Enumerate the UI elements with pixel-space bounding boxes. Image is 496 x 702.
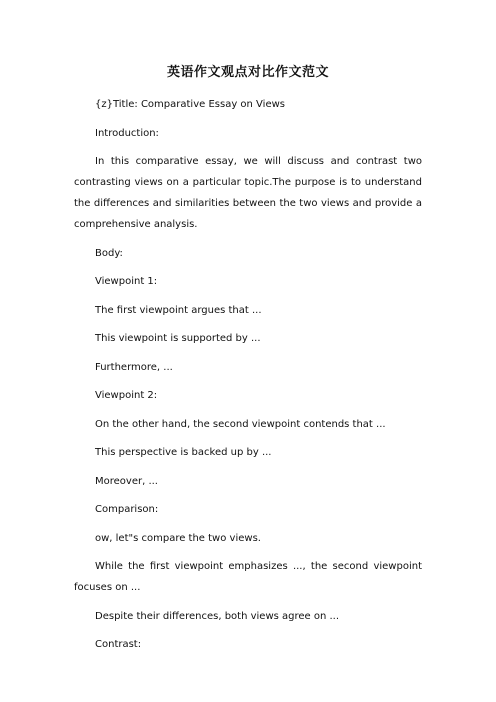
document-title: 英语作文观点对比作文范文 [166, 65, 329, 80]
paragraph-viewpoint-2-argument: On the other hand, the second viewpoint contends that ... [95, 418, 386, 430]
paragraph-comparison-emphasis: While the first viewpoint emphasizes ..., the second viewpoint focuses on ... [74, 561, 422, 593]
paragraph-comparison-intro: ow, let"s compare the two views. [95, 532, 261, 544]
paragraph-viewpoint-2-moreover: Moreover, ... [95, 475, 158, 487]
paragraph-contrast-heading: Contrast: [95, 639, 142, 650]
paragraph-comparison-heading: Comparison: [95, 504, 159, 515]
paragraph-viewpoint-2-support: This perspective is backed up by ... [95, 447, 272, 458]
paragraph-comparison-agreement: Despite their differences, both views agree on ... [95, 610, 340, 622]
paragraph-body-heading: Body: [95, 247, 123, 259]
paragraph-viewpoint-1-heading: Viewpoint 1: [95, 276, 158, 287]
document-body [74, 94, 422, 663]
paragraph-viewpoint-1-furthermore: Furthermore, ... [95, 361, 173, 373]
paragraph-viewpoint-1-support: This viewpoint is supported by ... [95, 333, 261, 344]
paragraph-viewpoint-2-heading: Viewpoint 2: [95, 390, 158, 401]
paragraph-viewpoint-1-argument: The first viewpoint argues that ... [95, 304, 262, 316]
paragraph-introduction-heading: Introduction: [95, 127, 159, 139]
paragraph-title-line: {z}Title: Comparative Essay on Views [95, 99, 285, 110]
paragraph-introduction-text: In this comparative essay, we will discuss and contrast two contrasting views on a particular topic.The purpose is to understand the differences and similarities between the two views and provide a comprehensive analysis. [74, 156, 422, 230]
